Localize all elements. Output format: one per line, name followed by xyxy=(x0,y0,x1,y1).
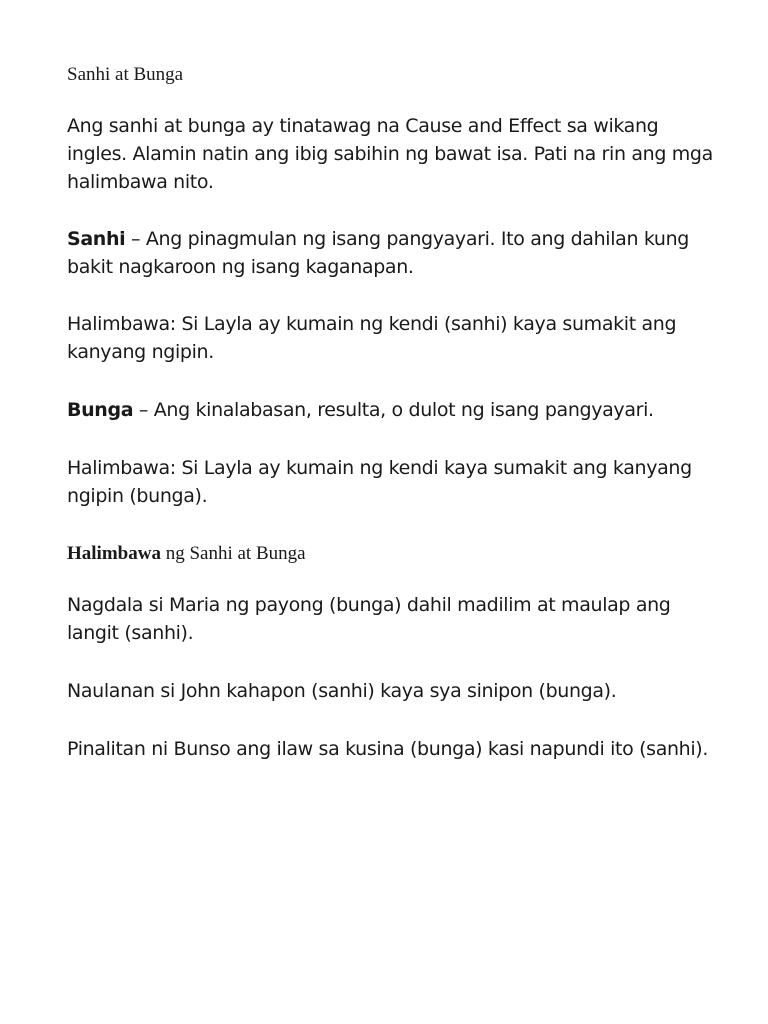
sanhi-definition: – Ang pinagmulan ng isang pangyayari. Ito ang dahilan kung bakit nagkaroon ng isang kaganapan. xyxy=(67,228,689,278)
sanhi-example-paragraph: Halimbawa: Si Layla ay kumain ng kendi (sanhi) kaya sumakit ang kanyang ngipin. xyxy=(67,313,677,363)
examples-heading xyxy=(67,542,306,566)
bunga-definition-paragraph xyxy=(67,396,717,424)
sanhi-term: Sanhi xyxy=(67,228,126,250)
bunga-definition: – Ang kinalabasan, resulta, o dulot ng isang pangyayari. xyxy=(133,399,654,421)
examples-heading-bold: Halimbawa xyxy=(67,543,161,564)
bunga-example-paragraph: Halimbawa: Si Layla ay kumain ng kendi kaya sumakit ang kanyang ngipin (bunga). xyxy=(67,457,692,507)
example-item: Nagdala si Maria ng payong (bunga) dahil madilim at maulap ang langit (sanhi). xyxy=(67,594,671,644)
examples-heading-rest: ng Sanhi at Bunga xyxy=(160,543,306,564)
sanhi-definition-paragraph xyxy=(67,225,717,281)
bunga-term: Bunga xyxy=(67,399,134,421)
example-item: Naulanan si John kahapon (sanhi) kaya sya sinipon (bunga). xyxy=(67,680,617,702)
document-title: Sanhi at Bunga xyxy=(67,64,184,85)
example-item: Pinalitan ni Bunso ang ilaw sa kusina (bunga) kasi napundi ito (sanhi). xyxy=(67,738,709,760)
intro-paragraph: Ang sanhi at bunga ay tinatawag na Cause and Effect sa wikang ingles. Alamin natin ang ibig sabihin ng bawat isa. Pati na rin ang mga halimbawa nito. xyxy=(67,115,713,193)
